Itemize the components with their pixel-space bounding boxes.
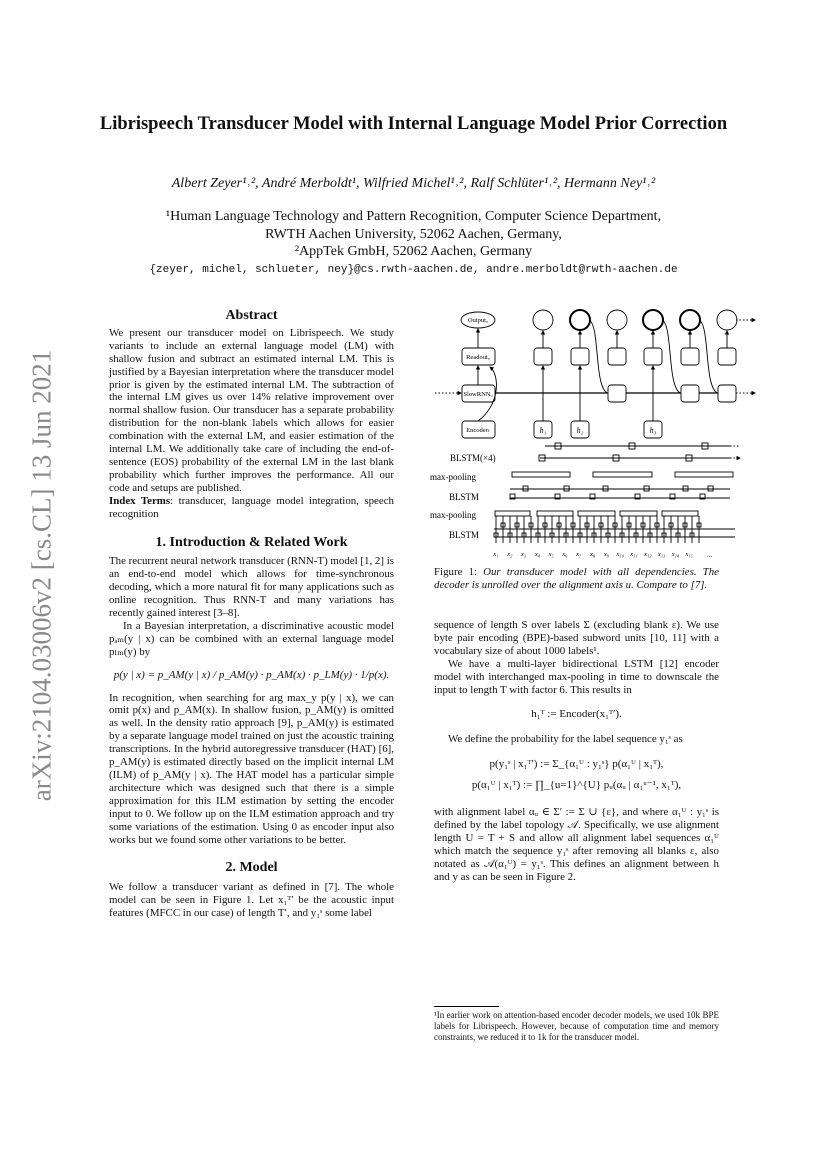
blstm-node xyxy=(683,486,688,491)
equation-bayes: p(y | x) = p_AM(y | x) / p_AM(y) · p_AM(x) · p_LM(y) · 1/p(x). xyxy=(113,668,390,681)
readout-box xyxy=(534,348,552,365)
slowrnn-label: SlowRNNᵤ xyxy=(463,391,493,398)
max-pooling-bar xyxy=(620,511,657,516)
arxiv-identifier[interactable]: arXiv:2104.03006v2 [cs.CL] 13 Jun 2021 xyxy=(26,349,57,802)
input-frame-label: x₁ xyxy=(493,551,499,558)
section-2-paragraph-1: We follow a transducer variant as defined in [7]. The whole model can be seen in Figure 1. Let x₁ᵀʹ be the acoustic input features (MFCC in our case) of length T′, and y₁ˢ some label xyxy=(109,881,394,920)
figure-1-diagram xyxy=(430,305,770,563)
affiliation-1: ¹Human Language Technology and Pattern Recognition, Computer Science Department, xyxy=(165,209,662,224)
slowrnn-box xyxy=(718,385,736,402)
max-pooling-label-1: max-pooling xyxy=(430,472,476,482)
max-pooling-bar xyxy=(512,472,570,477)
input-frame-label: x₁₂ xyxy=(644,551,652,558)
blstm-node xyxy=(564,486,569,491)
output-circle xyxy=(607,310,627,330)
input-frame-label: x₆ xyxy=(562,551,568,558)
blstm-node xyxy=(708,486,713,491)
equation-alignment-prob: p(α₁ᵁ | x₁ᵀ) := ∏_{u=1}^{U} pᵤ(αᵤ | α₁ᵘ⁻¹, x₁ᵀ), xyxy=(471,779,682,792)
index-terms xyxy=(109,495,394,521)
input-frame-label: x₇ xyxy=(576,551,582,558)
section-2-paragraph-5: with alignment label αᵤ ∈ Σ′ := Σ ∪ {ε}, and where α₁ᵁ : y₁ˢ is defined by the label topology 𝒜. Specifically, we use alignment length U = T + S and allow all alignment label sequences α₁ᵁ which match the sequence y₁ˢ after removing all blanks ε, also notated as 𝒜(α₁ᵁ) = y₁ˢ. This defines an alignment between h and y as can be seen in Figure 2. xyxy=(434,806,719,883)
input-frame-label: x₃ xyxy=(521,551,527,558)
readout-box xyxy=(718,348,736,365)
input-frame-label: x₄ xyxy=(534,551,540,558)
section-2-heading: 2. Model xyxy=(225,860,278,876)
footnote-rule xyxy=(434,1006,499,1007)
input-frame-label: x₁₃ xyxy=(657,551,666,558)
blstm-label-1: BLSTM xyxy=(449,492,480,502)
output-circle xyxy=(533,310,553,330)
readout-box xyxy=(608,348,626,365)
input-frame-label: x₁₅ xyxy=(685,551,693,558)
blstm-node xyxy=(644,486,649,491)
x-labels-ellipsis: ... xyxy=(707,551,713,559)
readout-box xyxy=(644,348,662,365)
output-circle xyxy=(717,310,737,330)
max-pooling-bar xyxy=(537,511,573,516)
input-frame-label: x₁₄ xyxy=(671,551,680,558)
section-2-paragraph-2: sequence of length S over labels Σ (excluding blank ε). We use byte pair encoding (BPE)-based subword units [10, 11] with a vocabulary size of about 1000 labels¹. xyxy=(434,619,719,657)
readout-box xyxy=(571,348,589,365)
output-circle xyxy=(680,310,700,330)
blstm-node xyxy=(603,486,608,491)
footnote-1: ¹In earlier work on attention-based encoder decoder models, we used 10k BPE labels for Librispeech. However, because of computation time and memory constraints, we reduced it to 1k for the transducer model. xyxy=(434,1010,719,1042)
h1-label: h₁ xyxy=(539,426,547,435)
authors: Albert Zeyer¹˒², André Merboldt¹, Wilfried Michel¹˒², Ralf Schlüter¹˒², Hermann Ney¹˒² xyxy=(171,176,656,191)
readout-box xyxy=(681,348,699,365)
max-pooling-bar xyxy=(495,511,530,516)
section-2-paragraph-4: We define the probability for the label sequence y₁ˢ as xyxy=(448,733,683,746)
input-frame-label: x₉ xyxy=(603,551,609,558)
output-circle xyxy=(643,310,663,330)
affiliation-2: ²AppTek GmbH, 52062 Aachen, Germany xyxy=(294,244,533,259)
input-frame-label: x₅ xyxy=(548,551,554,558)
paper-title: Librispeech Transducer Model with Internal Language Model Prior Correction xyxy=(99,114,728,134)
index-terms-text: : transducer, language model integration, speech recognition xyxy=(109,494,394,520)
max-pooling-label-2: max-pooling xyxy=(430,510,476,520)
affiliation-1-address: RWTH Aachen University, 52062 Aachen, Germany, xyxy=(265,226,562,242)
input-frame-label: x₁₁ xyxy=(630,551,638,558)
feedback-arrow xyxy=(589,320,607,393)
section-2-paragraph-3: We have a multi-layer bidirectional LSTM [12] encoder model with interchanged max-pooling in time to downscale the input to length T with factor 6. This results in xyxy=(434,657,719,696)
feedback-arrow xyxy=(662,320,680,393)
index-terms-label: Index Terms xyxy=(109,494,171,507)
caption-label: Figure 1: xyxy=(434,566,484,578)
output-circle xyxy=(570,310,590,330)
readout-label: Readoutᵤ xyxy=(466,354,490,361)
section-1-paragraph-3: In recognition, when searching for arg max_y p(y | x), we can omit p(x) and p_AM(x). In shallow fusion, p_AM(y) is omitted as well. In the density ratio approach [9], p_AM(y) is estimated by a separate language model trained on just the acoustic training transcriptions. In the hybrid autoregressive transducer (HAT) [6], p_AM(y) is estimated directly based on the implicit internal LM (ILM) of p_AM(y | x). The HAT model has a particular simple architecture which was designed such that there is a simple approximation for this ILM estimation by setting the encoder input to 0. We follow up on the ILM estimation approach and try some variations of the estimation. Using 0 as encoder input also works but we found some other variations to be better. xyxy=(109,691,394,846)
input-frame-label: x₁₀ xyxy=(616,551,624,558)
equation-encoder: h₁ᵀ := Encoder(x₁ᵀʹ). xyxy=(531,708,622,721)
abstract-heading: Abstract xyxy=(225,308,278,323)
caption-text: Our transducer model with all dependencies. The decoder is unrolled over the alignment axis u. Compare to [7]. xyxy=(434,566,719,591)
author-emails[interactable]: {zeyer, michel, schlueter, ney}@cs.rwth-aachen.de, andre.merboldt@rwth-aachen.de xyxy=(149,264,678,276)
abstract-text: We present our transducer model on Librispeech. We study variants to include an external language model (LM) with shallow fusion and subtract an estimated internal LM. This is justified by a Bayesian interpretation where the transducer model prior is given by the estimated internal LM. The subtraction of the internal LM gives us over 14% relative improvement over normal shallow fusion. Our transducer has a separate probability distribution for the non-blank labels which allows for easier combination with the external LM, and easier estimation of the internal LM. We additionally take care of including the end-of-sentence (EOS) probability of the external LM in the last blank probability which further improves the performance. All our code and setups are published. xyxy=(109,326,394,494)
output-label: Outputᵤ xyxy=(467,317,489,324)
h2-label: h₂ xyxy=(576,426,584,435)
section-1-heading: 1. Introduction & Related Work xyxy=(155,534,348,550)
max-pooling-bar xyxy=(675,472,733,477)
affiliations xyxy=(60,208,767,261)
max-pooling-bar xyxy=(593,472,652,477)
slowrnn-box xyxy=(608,385,626,402)
left-column xyxy=(109,310,394,920)
h3-label: h₃ xyxy=(649,426,657,435)
equation-label-prob: p(y₁ˢ | x₁ᵀʹ) := Σ_{α₁ᵁ : y₁ˢ} p(α₁ᵁ | x₁ᵀ), xyxy=(489,758,664,771)
blstm-x4-label: BLSTM(×4) xyxy=(450,453,496,463)
input-frame-label: x₈ xyxy=(590,551,596,558)
max-pooling-bar xyxy=(662,511,698,516)
encoder-label: Encoderₜ xyxy=(466,427,490,434)
blstm-node xyxy=(523,486,528,491)
input-frame-label: x₂ xyxy=(507,551,513,558)
max-pooling-bar xyxy=(578,511,615,516)
right-column xyxy=(434,619,719,884)
feedback-arrow xyxy=(699,320,717,393)
figure-1-caption xyxy=(434,566,719,592)
section-1-paragraph-1: The recurrent neural network transducer (RNN-T) model [1, 2] is an end-to-end model which allows for time-synchronous decoding, which a more natural fit for many applications such as online recognition. Thus RNN-T and many variations has recently gained interest [3–8]. xyxy=(109,555,394,620)
blstm-label-2: BLSTM xyxy=(449,530,480,540)
section-1-paragraph-2: In a Bayesian interpretation, a discriminative acoustic model pₐₘ(y | x) can be combined with an external language model pₗₘ(y) by xyxy=(109,619,394,658)
slowrnn-box xyxy=(681,385,699,402)
